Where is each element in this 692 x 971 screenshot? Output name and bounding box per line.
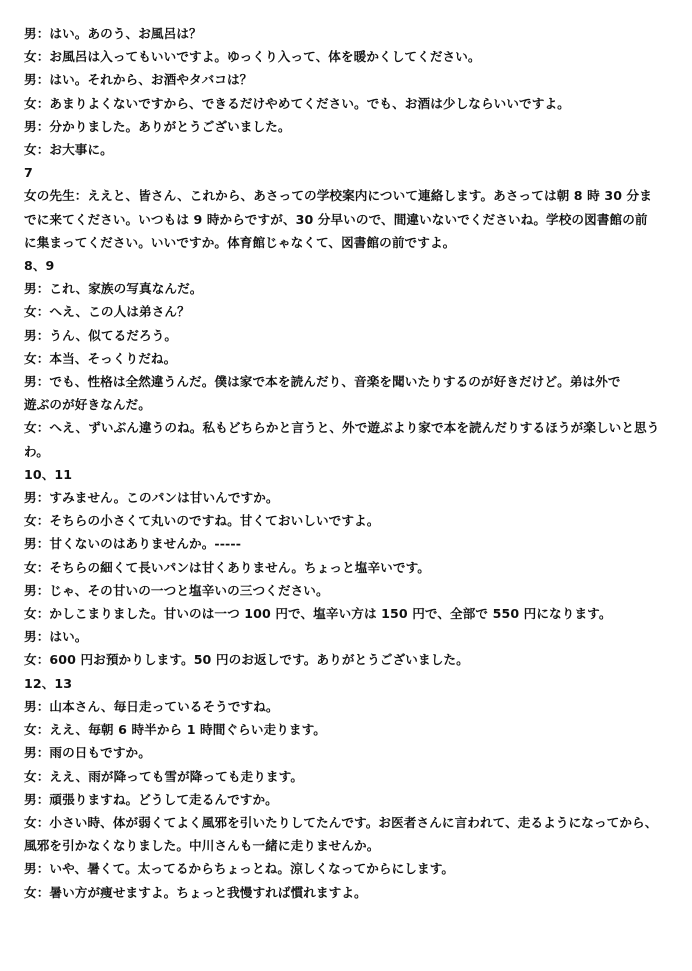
dialogue-line: 女：お風呂は入ってもいいですよ。ゆっくり入って、体を暖かくしてください。 (24, 49, 481, 65)
dialogue-line: 女：本当、そっくりだね。 (24, 350, 177, 366)
dialogue-line: 女：そちらの小さくて丸いのですね。甘くておいしいですよ。 (24, 513, 380, 529)
dialogue-line: 女：暑い方が痩せますよ。ちょっと我慢すれば慣れますよ。 (24, 884, 367, 900)
dialogue-line: 男：甘くないのはありませんか。----- (24, 536, 242, 552)
section-number: 10、11 (24, 466, 73, 482)
dialogue-line: 男：うん、似てるだろう。 (24, 327, 178, 343)
dialogue-line: に集まってください。いいですか。体育館じゃなくて、図書館の前ですよ。 (24, 234, 456, 250)
dialogue-line: 女：お大事に。 (24, 142, 113, 158)
dialogue-line: 男：いや、暑くて。太ってるからちょっとね。涼しくなってからにします。 (24, 861, 455, 877)
dialogue-line: 女：ええ、雨が降っても雪が降っても走ります。 (24, 768, 304, 784)
dialogue-line: 男：はい。 (24, 629, 88, 645)
dialogue-line: 男：山本さん、毎日走っているそうですね。 (24, 698, 279, 714)
dialogue-line: 女：あまりよくないですから、できるだけやめてください。でも、お酒は少しならいいですよ。 (24, 95, 570, 111)
dialogue-line: 女：小さい時、体が弱くてよく風邪を引いたりしてたんです。お医者さんに言われて、走るようになってから、 (24, 814, 658, 830)
dialogue-line: 男：これ、家族の写真なんだ。 (24, 281, 203, 297)
dialogue-line: 男：でも、性格は全然違うんだ。僕は家で本を読んだり、音楽を聞いたりするのが好きだけど。弟は外で (24, 374, 621, 390)
dialogue-line: 女：600 円お預かりします。50 円のお返しです。ありがとうございました。 (24, 652, 469, 668)
dialogue-line: 男：すみません。このパンは甘いんですか。 (24, 490, 279, 506)
dialogue-line: 男：じゃ、その甘いの一つと塩辛いの三つください。 (24, 582, 329, 598)
section-number: 12、13 (24, 675, 73, 691)
dialogue-line: 女の先生：ええと、皆さん、これから、あさっての学校案内について連絡します。あさっては朝 8 時 30 分ま (24, 188, 652, 204)
dialogue-line: 女：かしこまりました。甘いのは一つ 100 円で、塩辛い方は 150 円で、全部で 550 円になります。 (24, 606, 612, 622)
dialogue-line: 男：雨の日もですか。 (24, 745, 151, 761)
dialogue-line: 女：そちらの細くて長いパンは甘くありません。ちょっと塩辛いです。 (24, 559, 430, 575)
dialogue-line: 男：分かりました。ありがとうございました。 (24, 118, 291, 134)
dialogue-line: 女：へえ、この人は弟さん？ (24, 304, 190, 320)
dialogue-line: 男：はい。あのう、お風呂は？ (24, 26, 202, 41)
dialogue-line: 女：ええ、毎朝 6 時半から 1 時間ぐらい走ります。 (24, 722, 326, 738)
dialogue-line: 男：はい。それから、お酒やタバコは？ (24, 72, 253, 88)
section-number: 7 (24, 165, 33, 181)
dialogue-line: 風邪を引かなくなりました。中川さんも一緒に走りませんか。 (24, 838, 380, 854)
dialogue-line: でに来てください。いつもは 9 時からですが、30 分早いので、間違いないでくださいね。学校の図書館の前 (24, 211, 648, 227)
dialogue-line: 遊ぶのが好きなんだ。 (24, 397, 151, 413)
dialogue-line: 女：へえ、ずいぶん違うのね。私もどちらかと言うと、外で遊ぶより家で本を読んだりするほうが楽しいと思う (24, 420, 660, 436)
section-number: 8、9 (24, 258, 55, 274)
dialogue-line: 男：頑張りますね。どうして走るんですか。 (24, 791, 278, 807)
dialogue-line: わ。 (24, 443, 49, 459)
